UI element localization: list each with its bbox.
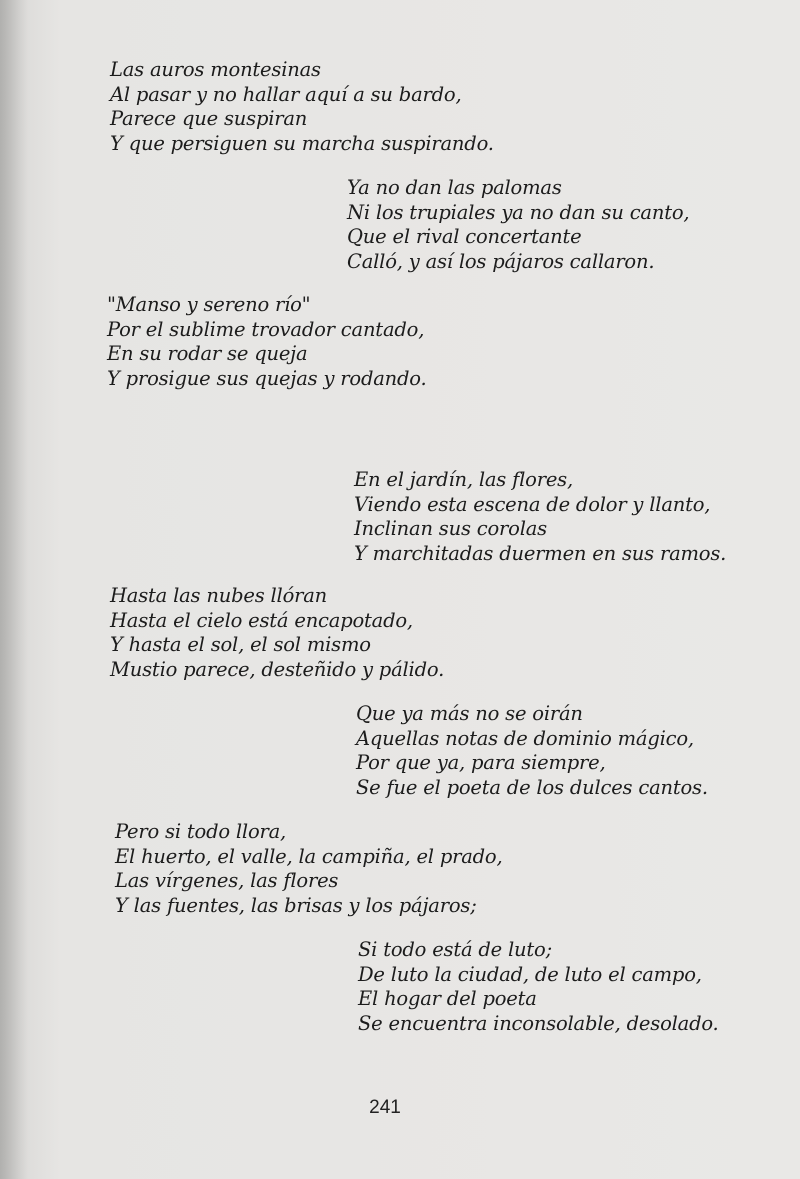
poem-line: Viendo esta escena de dolor y llanto, bbox=[354, 492, 711, 516]
stanza-7 bbox=[115, 820, 502, 918]
poem-line: Que el rival concertante bbox=[347, 225, 582, 248]
page-number: 241 bbox=[369, 1097, 401, 1118]
stanza-1 bbox=[110, 58, 494, 156]
poem-line: En su rodar se queja bbox=[107, 342, 308, 365]
poem-line: Y que persiguen su marcha suspirando. bbox=[110, 131, 494, 155]
poem-line: Se encuentra inconsolable, desolado. bbox=[358, 1011, 719, 1035]
poem-line: Que ya más no se oirán bbox=[356, 702, 583, 725]
poem-line: Si todo está de luto; bbox=[358, 938, 552, 961]
stanza-6 bbox=[356, 702, 708, 800]
poem-line: Las vírgenes, las flores bbox=[115, 869, 339, 892]
stanza-8 bbox=[358, 938, 719, 1036]
poem-line: Parece que suspiran bbox=[110, 107, 308, 130]
poem-line: Hasta el cielo está encapotado, bbox=[110, 608, 413, 632]
poem-line: El huerto, el valle, la campiña, el prado, bbox=[115, 844, 503, 868]
poem-line: Inclinan sus corolas bbox=[354, 517, 547, 540]
poem-line: Mustio parece, desteñido y pálido. bbox=[110, 657, 445, 681]
stanza-4 bbox=[354, 468, 726, 566]
poem-line: De luto la ciudad, de luto el campo, bbox=[358, 962, 702, 986]
poem-line: En el jardín, las flores, bbox=[354, 468, 573, 491]
poem-line: "Manso y sereno río" bbox=[107, 293, 311, 316]
stanza-5 bbox=[110, 584, 444, 682]
poem-line: Las auros montesinas bbox=[110, 58, 321, 81]
spine-shadow bbox=[0, 0, 28, 1179]
stanza-3 bbox=[107, 293, 427, 391]
poem-line: Se fue el poeta de los dulces cantos. bbox=[356, 775, 708, 799]
poem-line: Pero si todo llora, bbox=[115, 820, 287, 843]
poem-line: Y hasta el sol, el sol mismo bbox=[110, 633, 371, 656]
poem-line: Y prosigue sus quejas y rodando. bbox=[107, 366, 427, 390]
poem-line: Calló, y así los pájaros callaron. bbox=[347, 249, 655, 273]
poem-line: Y marchitadas duermen en sus ramos. bbox=[354, 541, 727, 565]
poem-line: Al pasar y no hallar aquí a su bardo, bbox=[110, 82, 462, 106]
poem-line: Por que ya, para siempre, bbox=[356, 751, 606, 774]
poem-line: Y las fuentes, las brisas y los pájaros; bbox=[115, 893, 477, 917]
poem-line: Ya no dan las palomas bbox=[347, 176, 562, 199]
stanza-2 bbox=[347, 176, 689, 274]
poem-line: El hogar del poeta bbox=[358, 987, 537, 1010]
poem-line: Aquellas notas de dominio mágico, bbox=[356, 726, 694, 750]
poem-line: Hasta las nubes llóran bbox=[110, 584, 328, 607]
poem-line: Ni los trupiales ya no dan su canto, bbox=[347, 200, 690, 224]
poem-line: Por el sublime trovador cantado, bbox=[107, 317, 425, 341]
